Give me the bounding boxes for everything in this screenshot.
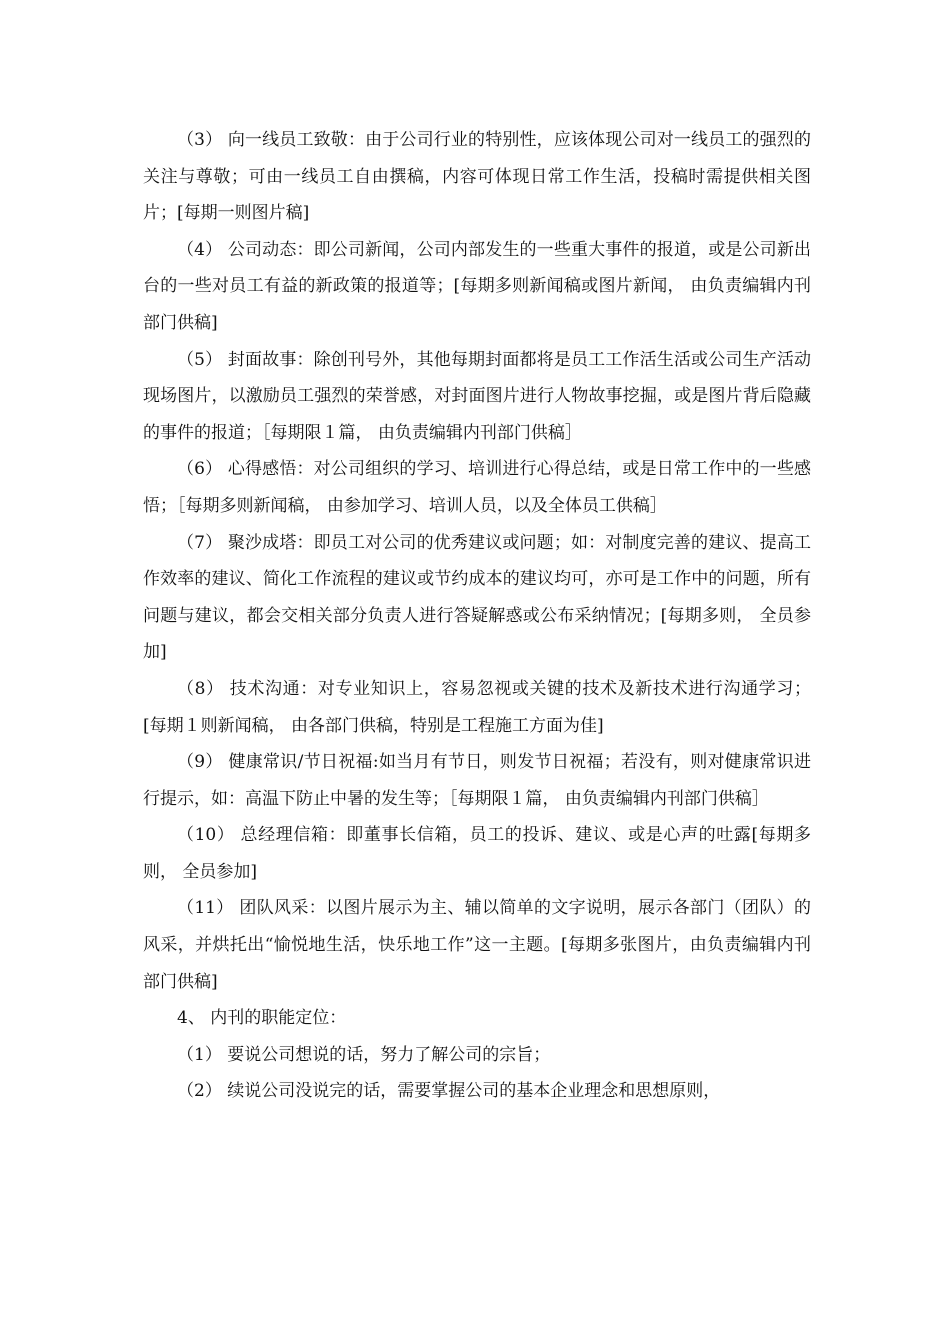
paragraph-item-7: （7） 聚沙成塔：即员工对公司的优秀建议或问题；如：对制度完善的建议、提高工作效率的建议、简化工作流程的建议或节约成本的建议均可，亦可是工作中的问题，所有问题与建议，都会交相关部分负责人进行答疑解惑或公布采纳情况；[每期多则， 全员参加] — [143, 532, 811, 663]
paragraph-item-6: （6） 心得感悟：对公司组织的学习、培训进行心得总结，或是日常工作中的一些感悟；［每期多则新闻稿， 由参加学习、培训人员，以及全体员工供稿］ — [143, 459, 811, 516]
document-body — [143, 122, 811, 1110]
function-item-1: （1） 要说公司想说的话，努力了解公司的宗旨； — [177, 1044, 551, 1065]
paragraph-item-9: （9） 健康常识/节日祝福:如当月有节日，则发节日祝福；若没有，则对健康常识进行提示，如：高温下防止中暑的发生等；［每期限１篇， 由负责编辑内刊部门供稿］ — [143, 752, 811, 809]
function-item-2: （2） 续说公司没说完的话，需要掌握公司的基本企业理念和思想原则， — [177, 1081, 721, 1102]
paragraph-item-3: （3） 向一线员工致敬：由于公司行业的特别性，应该体现公司对一线员工的强烈的关注与尊敬；可由一线员工自由撰稿，内容可体现日常工作生活，投稿时需提供相关图片；[每期一则图片稿] — [143, 130, 811, 224]
paragraph-item-5: （5） 封面故事：除创刊号外，其他每期封面都将是员工工作活生活或公司生产活动现场图片，以激励员工强烈的荣誉感，对封面图片进行人物故事挖掘，或是图片背后隐藏的事件的报道；［每期限１篇， 由负责编辑内刊部门供稿］ — [143, 349, 811, 443]
paragraph-item-10: （10） 总经理信箱：即董事长信箱，员工的投诉、建议、或是心声的吐露[每期多则， 全员参加] — [143, 825, 811, 882]
paragraph-item-11: （11） 团队风采：以图片展示为主、辅以简单的文字说明，展示各部门（团队）的风采，并烘托出“愉悦地生活，快乐地工作”这一主题。[每期多张图片，由负责编辑内刊部门供稿] — [143, 898, 811, 992]
paragraph-item-4: （4） 公司动态：即公司新闻，公司内部发生的一些重大事件的报道，或是公司新出台的一些对员工有益的新政策的报道等；[每期多则新闻稿或图片新闻， 由负责编辑内刊部门供稿] — [143, 239, 811, 333]
paragraph-item-8: （8） 技术沟通：对专业知识上，容易忽视或关键的技术及新技术进行沟通学习；[每期１则新闻稿， 由各部门供稿，特别是工程施工方面为佳] — [143, 678, 811, 736]
section-heading-4: 4、 内刊的职能定位： — [177, 1008, 347, 1029]
